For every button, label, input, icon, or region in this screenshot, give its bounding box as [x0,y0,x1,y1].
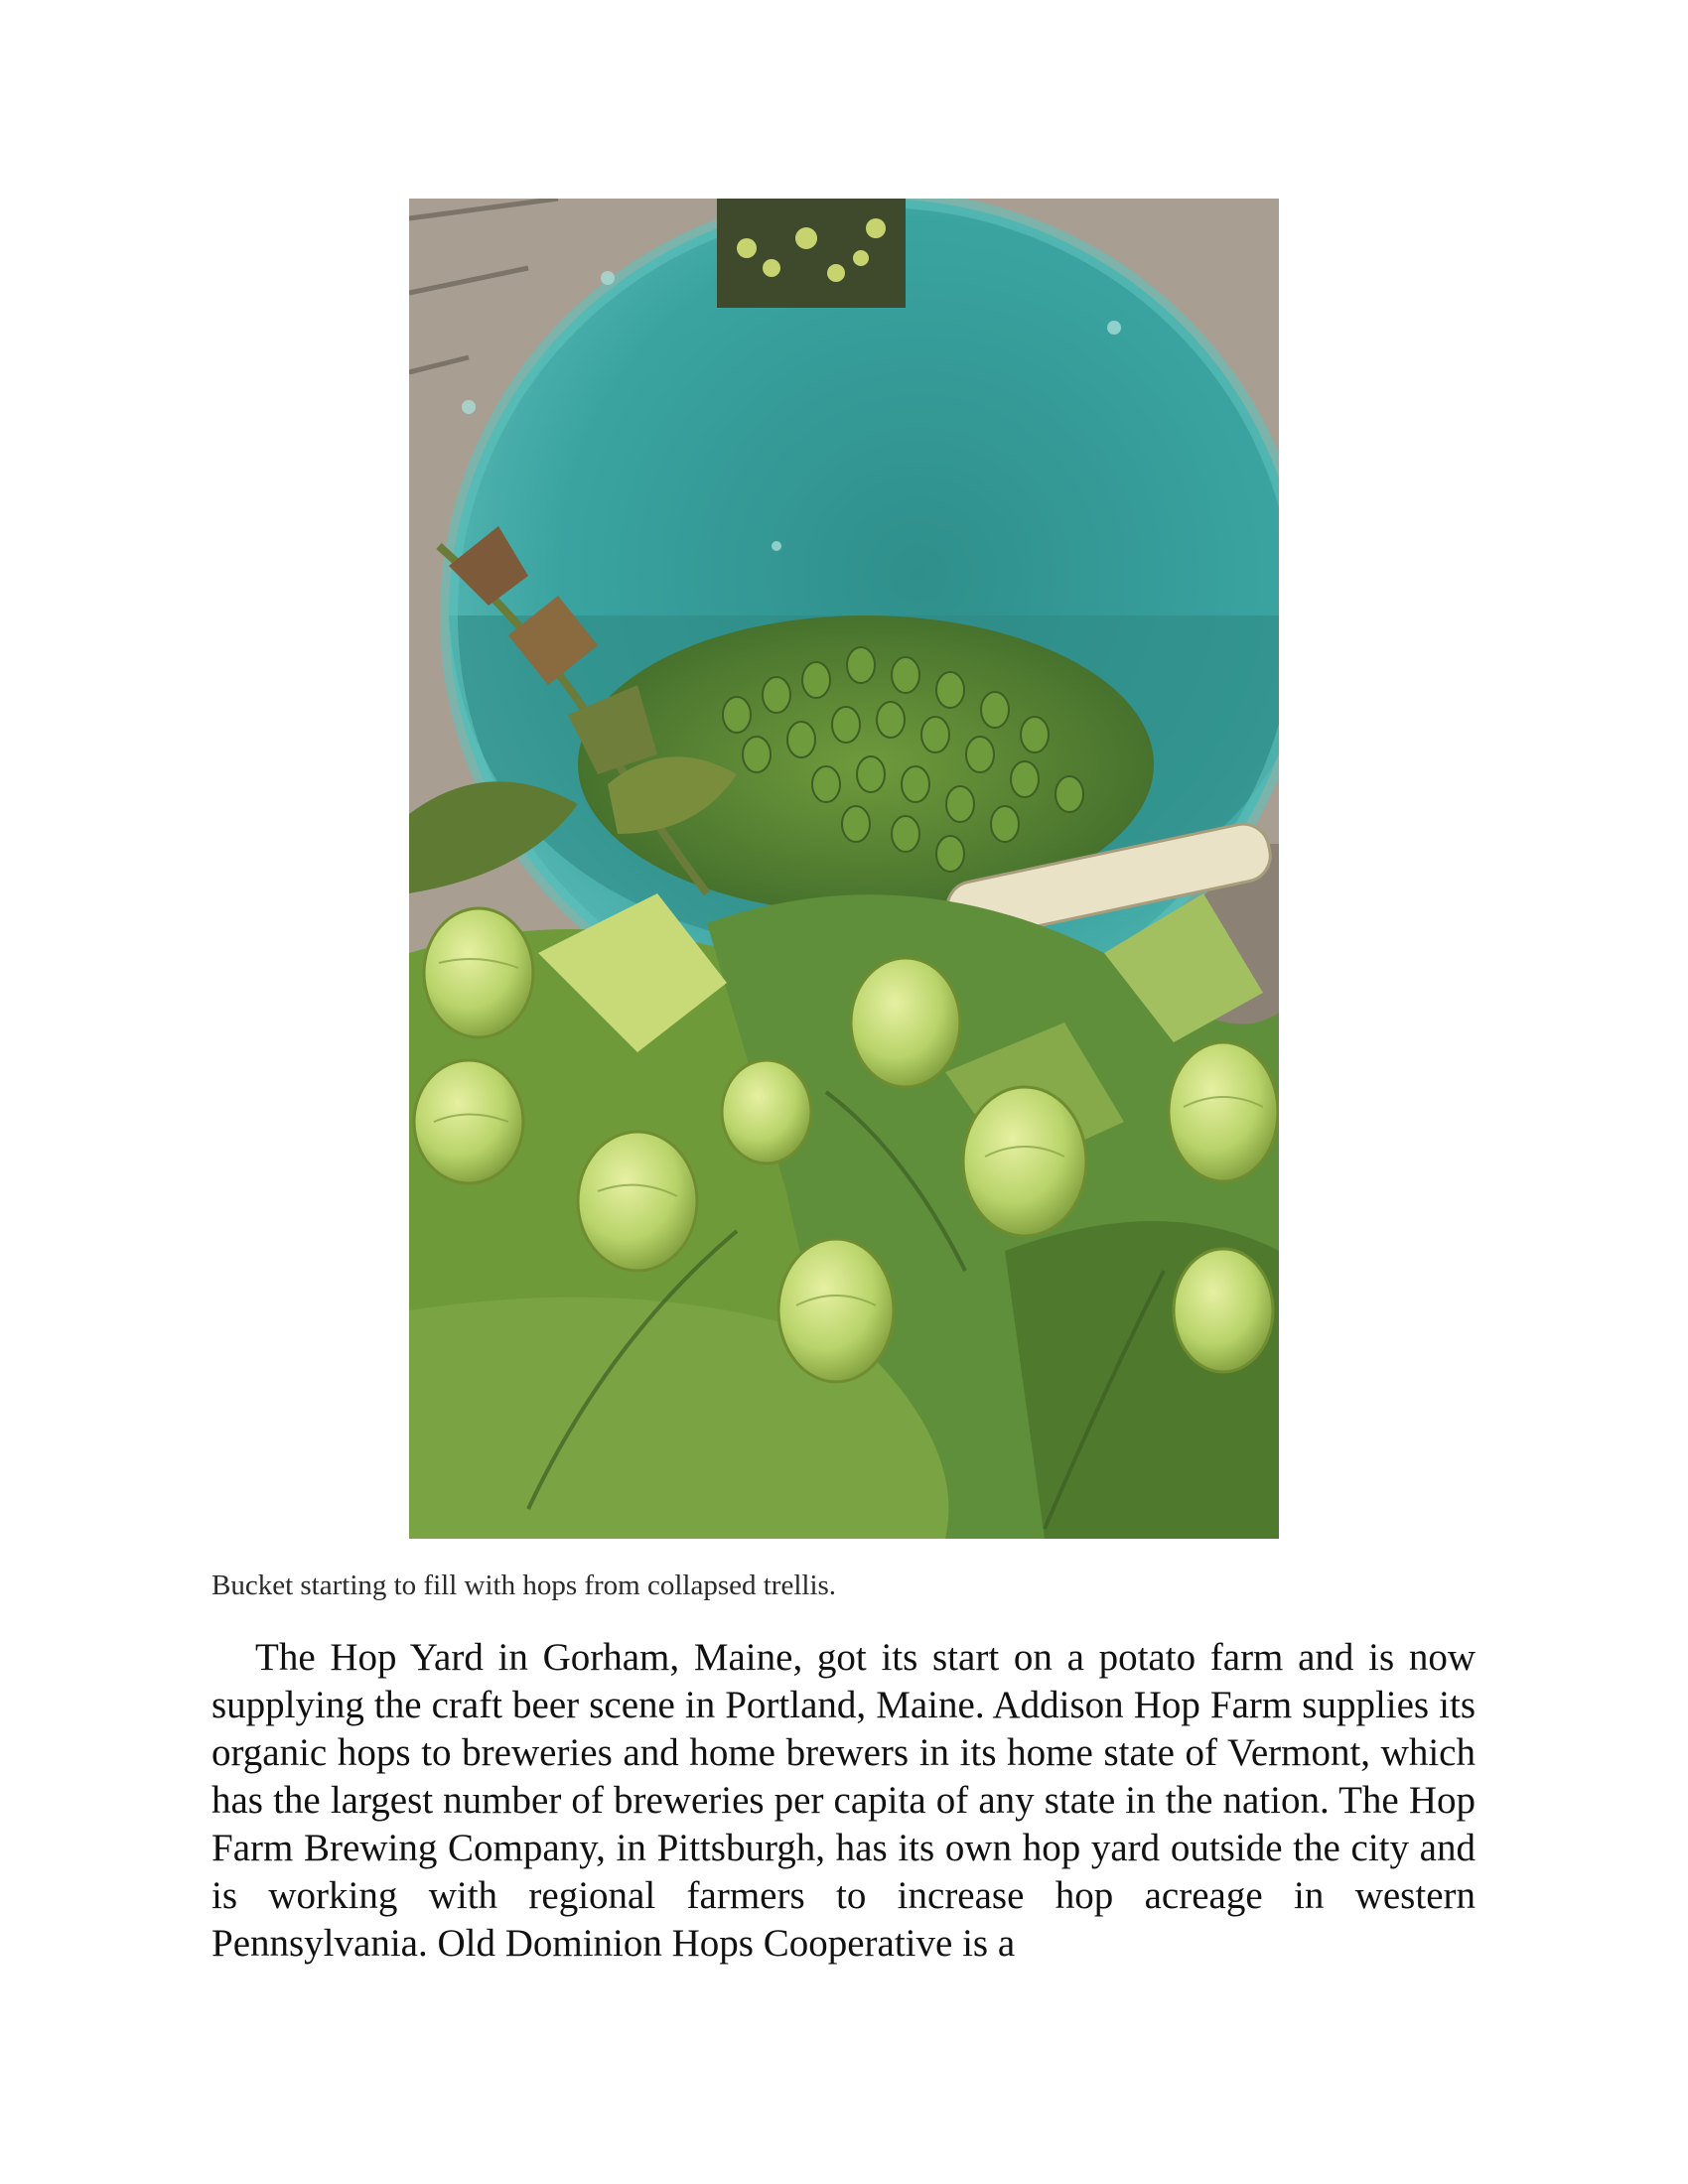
body-paragraph: The Hop Yard in Gorham, Maine, got its start on a potato farm and is now supplying the craft beer scene in Portland, Maine. Addison Hop Farm supplies its organic hops to breweries and home brewers in its home state of Vermont, which has the largest number of breweries per capita of any state in the nation. The Hop Farm Brewing Company, in Pittsburgh, has its own hop yard outside the city and is working with regional farmers to increase hop acreage in western Pennsylvania. Old Dominion Hops Cooperative is a [211,1636,1476,1965]
figure-caption: Bucket starting to fill with hops from collapsed trellis. [211,1570,837,1601]
bucket-of-hops-photo [409,199,1279,1539]
